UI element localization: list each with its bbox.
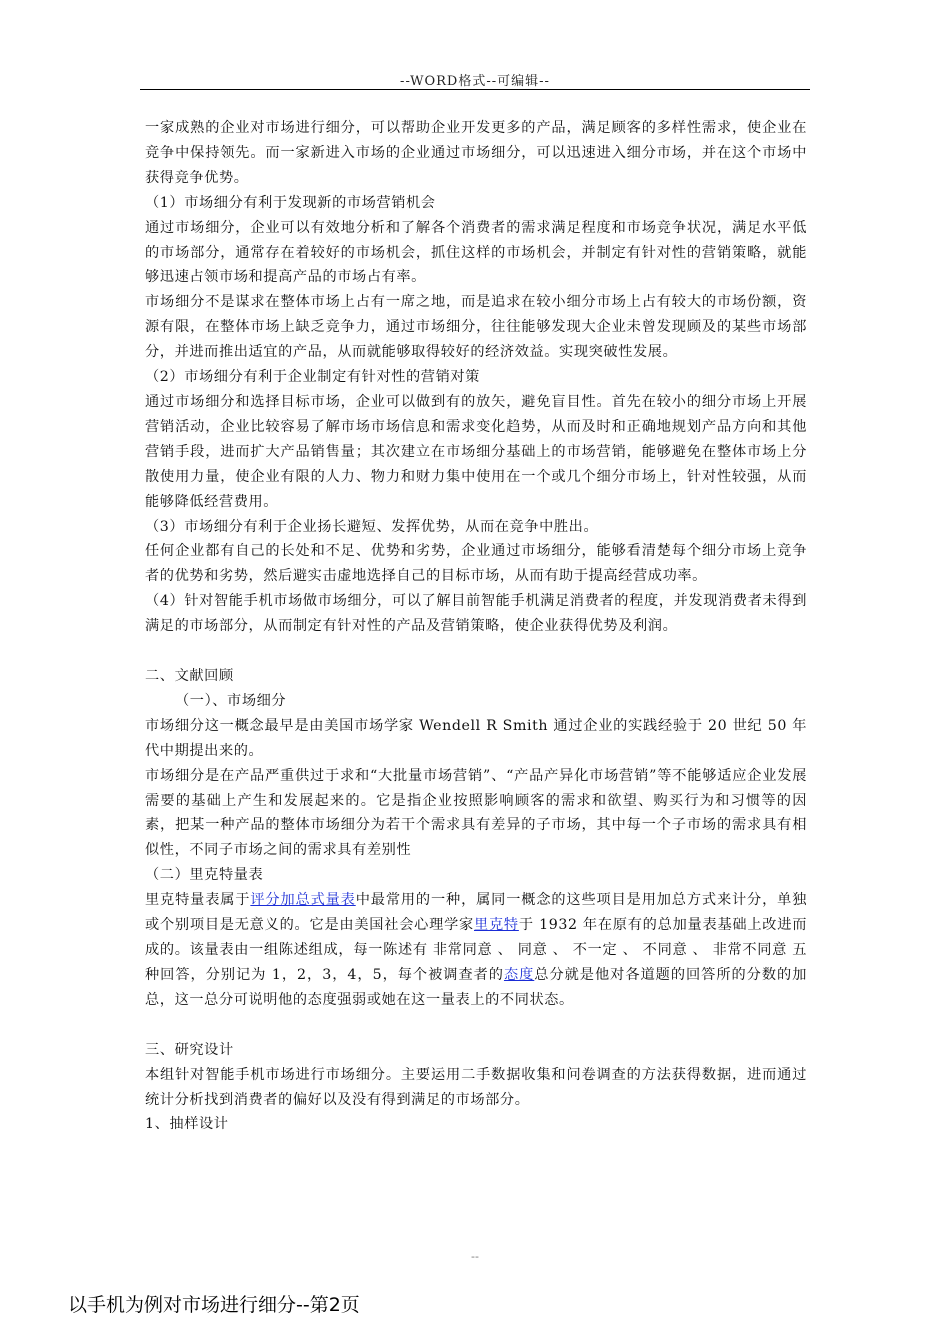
document-caption: 以手机为例对市场进行细分--第2页	[68, 1294, 360, 1316]
page-header: --WORD格式--可编辑--	[400, 74, 550, 89]
link-attitude[interactable]: 态度	[503, 966, 535, 983]
paragraph-segmentation-origin: 市场细分这一概念最早是由美国市场学家 Wendell R Smith 通过企业的实践经验于 20 世纪 50 年代中期提出来的。	[145, 717, 807, 759]
header-divider	[140, 89, 810, 90]
link-likert[interactable]: 里克特	[473, 917, 519, 934]
spacer	[145, 1013, 807, 1038]
likert-text-d: 总分就是他对各道题的回答所的分数的加总，这一总分可说明他的态度强弱或她在这一量表上的不同状态。	[145, 966, 807, 1008]
paragraph-segmentation-definition: 市场细分是在产品严重供过于求和“大批量市场营销”、“产品产异化市场营销”等不能够适应企业发展需要的基础上产生和发展起来的。它是指企业按照影响顾客的需求和欲望、购买行为和习惯等的因素，把某一种产品的整体市场细分为若干个需求具有差异的子市场，其中每一个子市场的需求具有相似性，不同子市场之间的需求具有差别性	[145, 767, 807, 859]
subsection-heading-sampling: 1、抽样设计	[145, 1116, 229, 1133]
spacer	[145, 639, 807, 664]
link-summated-rating-scale[interactable]: 评分加总式量表	[250, 892, 356, 909]
page-footer-mark: --	[471, 1250, 479, 1263]
likert-text-b: 中最常用的一种，属同一概念的这些项目是用加总方式来计分，单独或个别项目是无意义的。它是由美国社会心理学家	[145, 892, 807, 934]
section-heading-research-design: 三、研究设计	[145, 1041, 234, 1058]
paragraph-point-1b: 市场细分不是谋求在整体市场上占有一席之地，而是追求在较小细分市场上占有较大的市场份额，资源有限，在整体市场上缺乏竞争力，通过市场细分，往往能够发现大企业未曾发现顾及的某些市场部分，并进而推出适宜的产品，从而就能够取得较好的经济效益。实现突破性发展。	[145, 294, 807, 361]
paragraph-intro: 一家成熟的企业对市场进行细分，可以帮助企业开发更多的产品，满足顾客的多样性需求，使企业在竞争中保持领先。而一家新进入市场的企业通过市场细分，可以迅速进入细分市场，并在这个市场中获得竞争优势。	[145, 120, 807, 186]
likert-text-c: 于 1932 年在原有的总加量表基础上改进而成的。该量表由一组陈述组成，每一陈述有 非常同意 、 同意 、 不一定 、 不同意 、 非常不同意 五种回答，分别记为 1，2，3，4，5，每个被调查者的	[145, 917, 808, 983]
heading-point-2: （2）市场细分有利于企业制定有针对性的营销对策	[145, 369, 480, 386]
section-heading-literature: 二、文献回顾	[145, 668, 234, 685]
document-body	[145, 116, 807, 1137]
paragraph-point-2: 通过市场细分和选择目标市场，企业可以做到有的放矢，避免盲目性。首先在较小的细分市场上开展营销活动，企业比较容易了解市场市场信息和需求变化趋势，从而及时和正确地规划产品方向和其他营销手段，进而扩大产品销售量；其次建立在市场细分基础上的市场营销，能够避免在整体市场上分散使用力量，使企业有限的人力、物力和财力集中使用在一个或几个细分市场上，针对性较强，从而能够降低经营费用。	[145, 393, 807, 510]
paragraph-point-4: （4）针对智能手机市场做市场细分，可以了解目前智能手机满足消费者的程度，并发现消费者未得到满足的市场部分，从而制定有针对性的产品及营销策略，使企业获得优势及利润。	[145, 593, 807, 635]
heading-point-3: （3）市场细分有利于企业扬长避短、发挥优势，从而在竞争中胜出。	[145, 518, 599, 535]
likert-text-a: 里克特量表属于	[145, 892, 251, 909]
subsection-heading-segmentation: （一）、市场细分	[175, 692, 287, 709]
paragraph-point-1a: 通过市场细分，企业可以有效地分析和了解各个消费者的需求满足程度和市场竞争状况，满足水平低的市场部分，通常存在着较好的市场机会，抓住这样的市场机会，并制定有针对性的营销策略，就能够迅速占领市场和提高产品的市场占有率。	[145, 219, 807, 286]
subsection-heading-likert: （二）里克特量表	[145, 867, 264, 884]
paragraph-research-design: 本组针对智能手机市场进行市场细分。主要运用二手数据收集和问卷调查的方法获得数据，进而通过统计分析找到消费者的偏好以及没有得到满足的市场部分。	[145, 1066, 807, 1108]
paragraph-likert	[145, 888, 807, 1013]
paragraph-point-3: 任何企业都有自己的长处和不足、优势和劣势，企业通过市场细分，能够看清楚每个细分市场上竞争者的优势和劣势，然后避实击虚地选择自己的目标市场，从而有助于提高经营成功率。	[145, 543, 807, 585]
heading-point-1: （1）市场细分有利于发现新的市场营销机会	[145, 194, 436, 211]
